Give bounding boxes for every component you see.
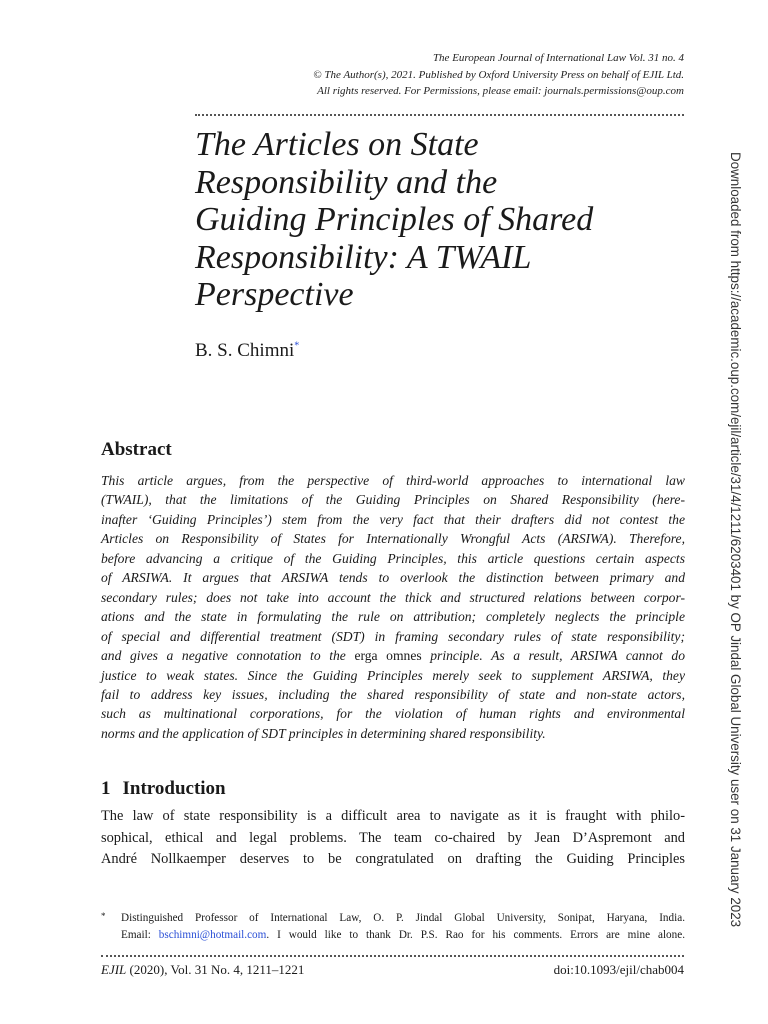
page-footer	[101, 962, 684, 978]
footer-citation	[101, 962, 304, 978]
journal-header	[313, 50, 684, 100]
abstract-text	[101, 471, 685, 743]
author-name: B. S. Chimni	[195, 340, 295, 361]
section-heading	[101, 778, 226, 800]
title-line: Guiding Principles of Shared	[195, 201, 594, 238]
abstract-line: justice to weak states. Since the Guiding Principles merely seek to supplement ARSIWA, they	[101, 667, 685, 683]
section-number: 1	[101, 778, 111, 799]
abstract-line: (TWAIL), that the limitations of the Guiding Principles on Shared Responsibility (here-	[101, 492, 685, 508]
journal-volume-line: The European Journal of International Law Vol. 31 no. 4	[432, 52, 684, 64]
erga-omnes-term: erga omnes	[354, 648, 422, 664]
copyright-line: © The Author(s), 2021. Published by Oxford University Press on behalf of EJIL Ltd.	[313, 68, 684, 81]
footnote-body	[121, 910, 685, 944]
intro-line: The law of state responsibility is a difficult area to navigate as it is fraught with philo-	[101, 808, 685, 824]
abstract-heading: Abstract	[101, 439, 172, 460]
title-line: Responsibility and the	[195, 163, 498, 201]
abstract-line-tail: principle. As a result, ARSIWA cannot do	[421, 648, 685, 664]
title-line: Perspective	[195, 276, 354, 313]
author-footnote	[101, 910, 685, 944]
footnote-mark: *	[101, 911, 106, 921]
abstract-line	[101, 646, 685, 665]
download-watermark: Downloaded from https://academic.oup.com/ejil/article/31/4/1211/6203401 by OP Jindal Global University user on 31 January 2023	[728, 152, 743, 928]
footer-volume: (2020), Vol. 31 No. 4, 1211–1221	[126, 962, 305, 977]
abstract-line: secondary rules; does not take into account the thick and structured relations between corpor-	[101, 589, 685, 605]
abstract-line: inafter ‘Guiding Principles’) stem from the very fact that their drafters did not contest the	[101, 511, 685, 527]
abstract-line: This article argues, from the perspective of third-world approaches to international law	[101, 473, 685, 488]
abstract-line: such as multinational corporations, for the violation of human rights and environmental	[101, 706, 685, 722]
section-title: Introduction	[122, 778, 226, 799]
rights-line: All rights reserved. For Permissions, please email: journals.permissions@oup.com	[317, 85, 684, 97]
title-line: The Articles on State	[195, 126, 479, 163]
abstract-line: before advancing a critique of the Guiding Principles, this article questions certain aspects	[101, 550, 685, 566]
footnote-line: Distinguished Professor of International Law, O. P. Jindal Global University, Sonipat, Haryana, India.	[121, 912, 685, 924]
footer-divider	[101, 955, 684, 957]
abstract-line: norms and the application of SDT principles in determining shared responsibility.	[101, 725, 546, 741]
author-footnote-mark[interactable]: *	[294, 340, 300, 352]
footer-journal: EJIL	[101, 962, 127, 977]
abstract-line: Articles on Responsibility of States for Internationally Wrongful Acts (ARSIWA). Therefore,	[101, 531, 685, 547]
title-line: Responsibility: A TWAIL	[195, 238, 532, 276]
header-divider	[195, 114, 684, 116]
intro-line: sophical, ethical and legal problems. The team co-chaired by Jean D’Aspremont and	[101, 829, 685, 846]
article-title	[195, 126, 675, 314]
footnote-line	[121, 927, 685, 944]
abstract-line: of ARSIWA. It argues that ARSIWA tends to overlook the distinction between primary and	[101, 570, 685, 586]
abstract-line-head: and gives a negative connotation to the	[101, 648, 355, 664]
footer-doi[interactable]: doi:10.1093/ejil/chab004	[553, 962, 684, 977]
abstract-line: of special and differential treatment (SDT) in framing secondary rules of state responsibility;	[101, 628, 685, 644]
author-line	[195, 340, 299, 362]
introduction-text	[101, 806, 685, 871]
email-label: Email:	[121, 929, 159, 941]
intro-line: André Nollkaemper deserves to be congratulated on drafting the Guiding Principles	[101, 851, 685, 867]
abstract-line: ations and the state in formulating the rule on attribution; completely neglects the principle	[101, 609, 685, 625]
email-link[interactable]: bschimni@hotmail.com	[158, 929, 267, 941]
abstract-line: fail to address key issues, including the shared responsibility of state and non-state actors,	[101, 686, 685, 702]
footnote-tail: . I would like to thank Dr. P.S. Rao for his comments. Errors are mine alone.	[266, 929, 686, 941]
